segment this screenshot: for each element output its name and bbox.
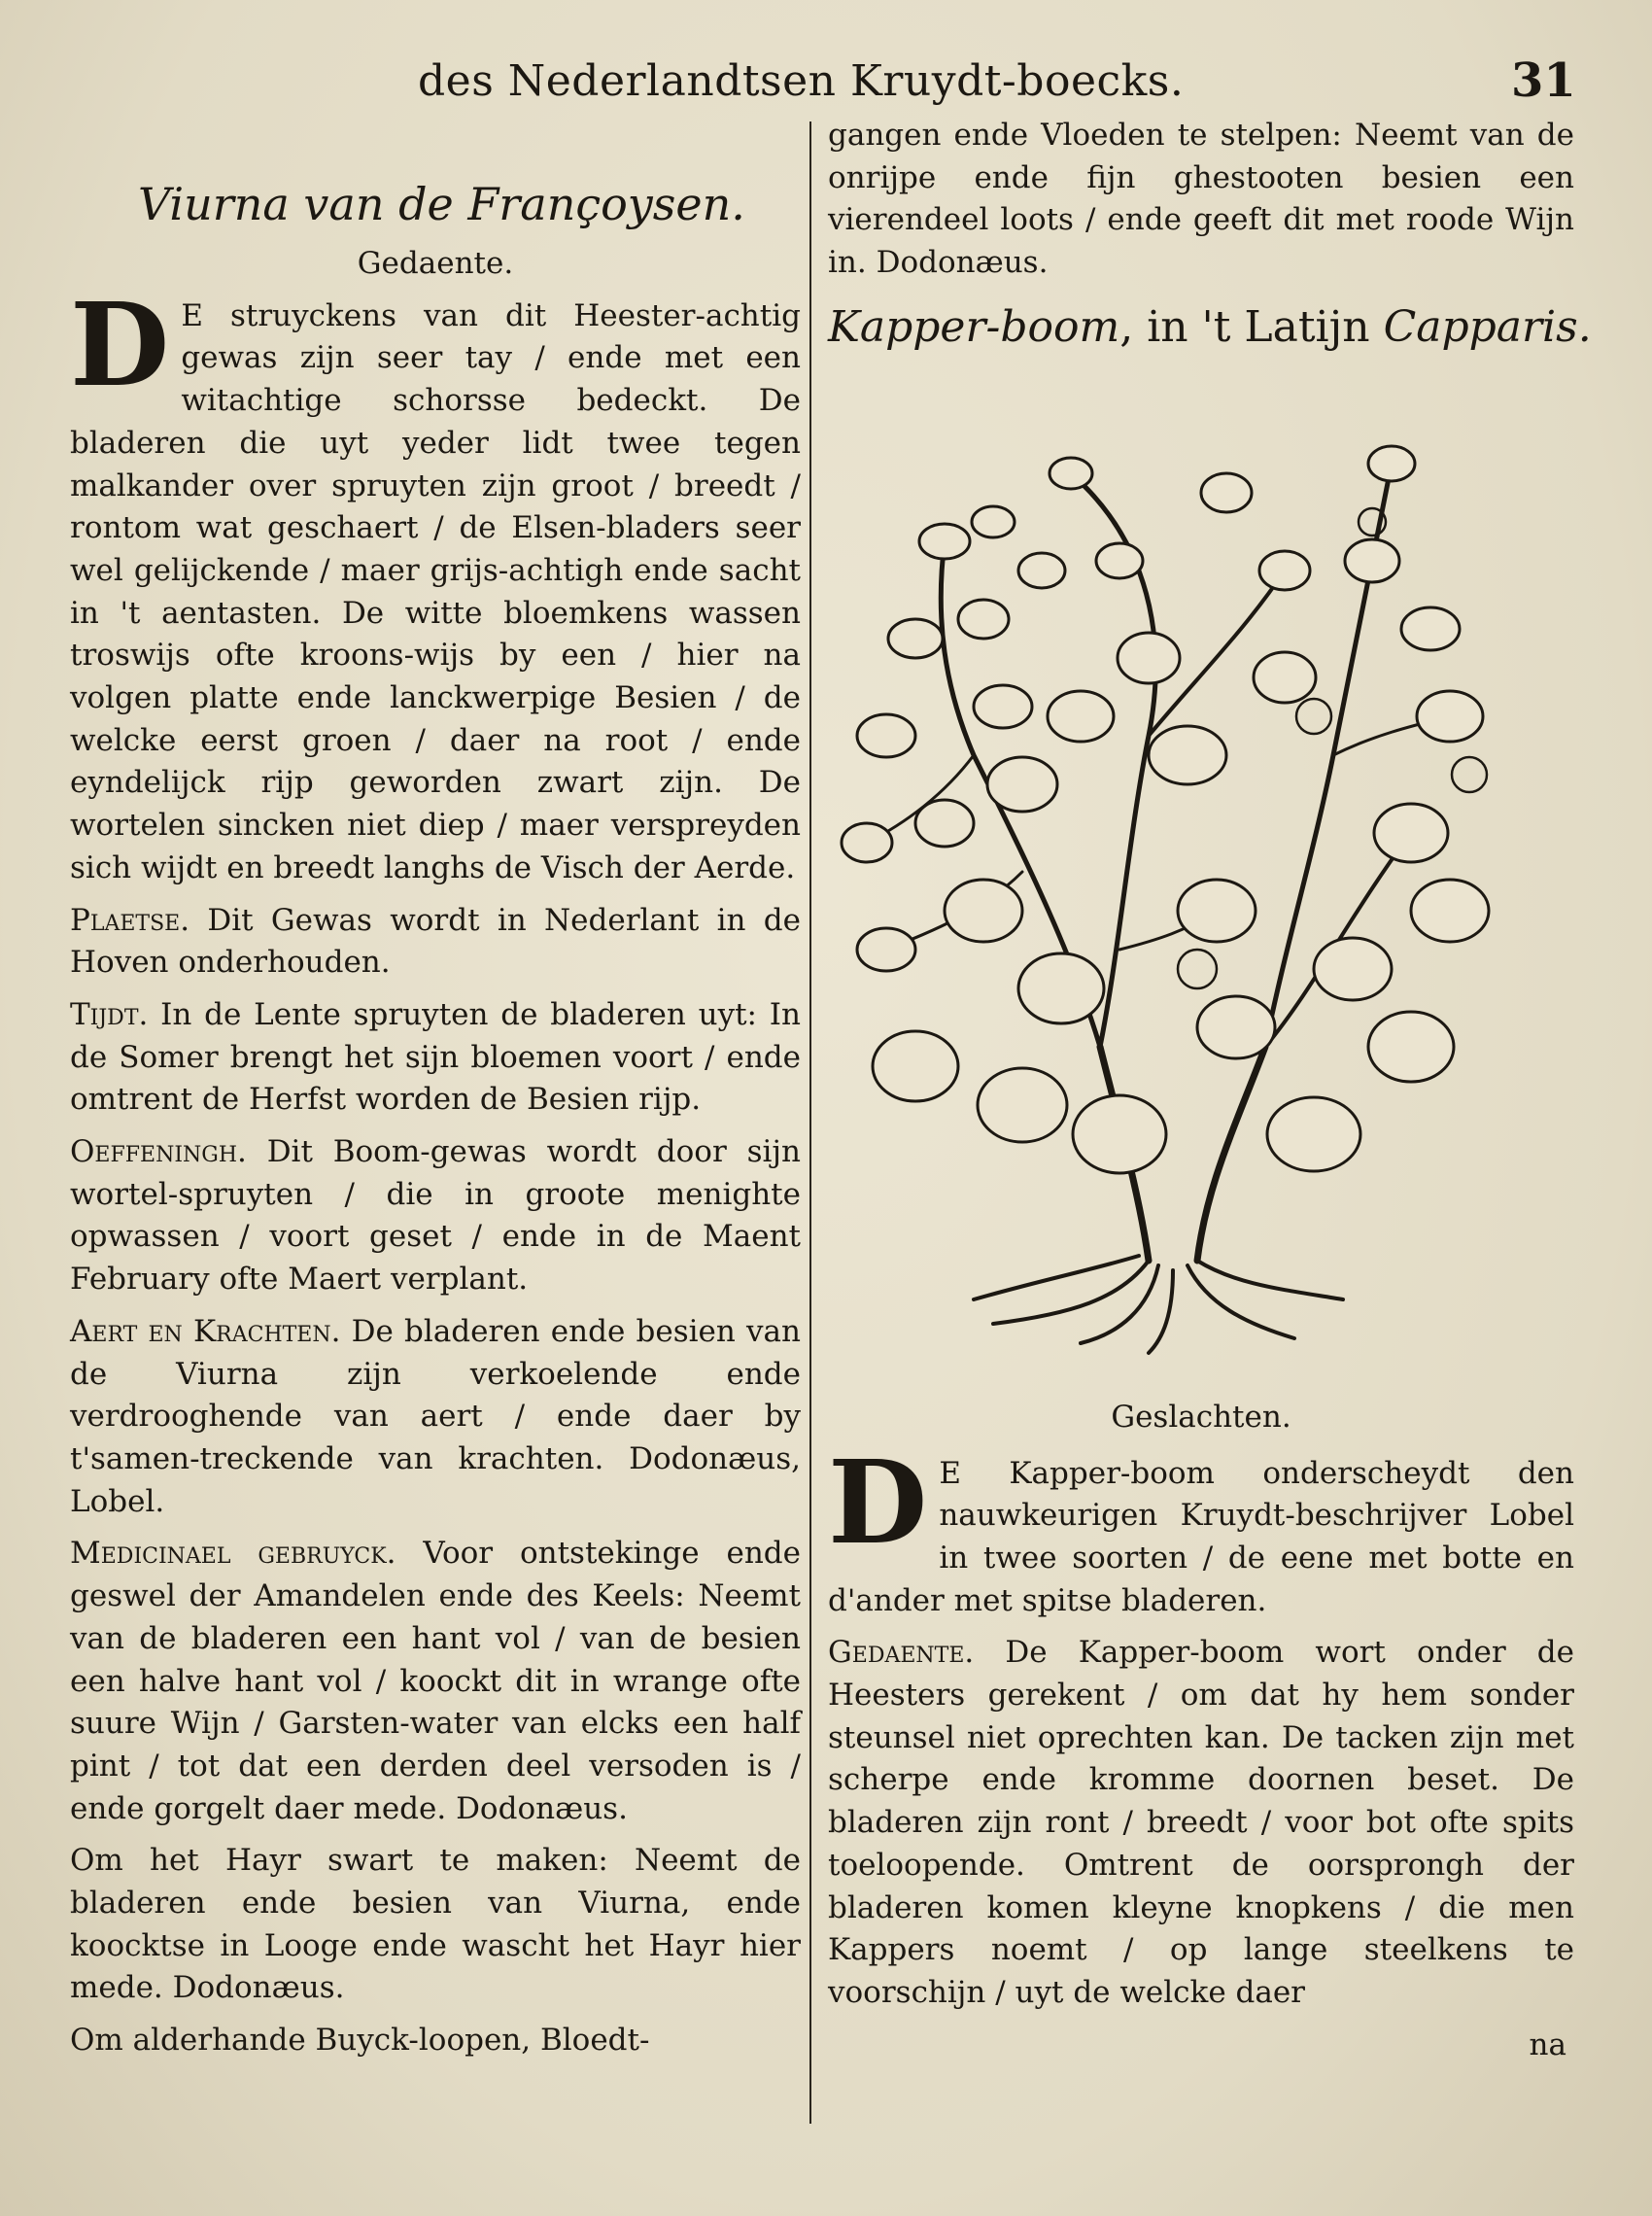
paragraph-medicinael [70,1533,801,1830]
paragraph-lead: Medicinael gebruyck. [70,1536,396,1572]
paragraph-text: Dit Gewas wordt in Nederlant in de Hoven onderhouden. [70,902,801,981]
paragraph-buyck: Om alderhande Buyck-loopen, Bloedt- [70,2023,650,2059]
paragraph-oeffeningh [70,1131,801,1301]
paragraph-continued: gangen ende Vloeden te stelpen: Neemt van de onrijpe ende fijn ghestooten besien een vierendeel loots / ende geeft dit met roode Wijn in. Dodonæus. [828,118,1574,281]
section-heading-kapper [828,298,1592,357]
drop-cap: D [70,276,170,412]
running-title: des Nederlandtsen Kruydt-boecks. [418,56,1185,106]
paragraph-text: E Kapper-boom onderscheydt den nauwkeurigen Kruydt-beschrijver Lobel in twee soorten / de eene met botte en d'ander met spitse bladeren. [828,1455,1574,1618]
right-column [828,115,1592,2066]
paragraph-lead: Tijdt. [70,996,149,1032]
heading-part: Capparis. [1383,301,1592,352]
paragraph-text: In de Lente spruyten de bladeren uyt: In de Somer brengt het sijn bloemen voort / ende omtrent de Herfst worden de Besien rijp. [70,996,801,1118]
paragraph-description [70,276,801,890]
heading-part: Kapper-boom [828,301,1120,352]
paragraph-geslachten [828,1434,1574,1623]
plant-illustration [828,366,1574,1397]
column-divider [809,121,811,2124]
paragraph-text: Dit Boom-gewas wordt door sijn wortel-spruyten / die in groote menighte opwassen / voort geset / ende in de Maent February ofte Maert verplant. [70,1134,801,1298]
subheading-geslachten: Geslachten. [1111,1399,1291,1435]
page-number: 31 [1511,53,1576,108]
paragraph-lead: Oeffeningh. [70,1134,247,1170]
paragraph-hayr: Om het Hayr swart te maken: Neemt de bladeren ende besien van Viurna, ende koocktse in Looge ende wascht het Hayr hier mede. Dodonæus. [70,1843,801,2006]
paragraph-gedaente-kapper [828,1632,1574,2014]
paragraph-text: De bladeren ende besien van de Viurna zijn verkoelende ende verdrooghende van aert / ende daer by t'samen-treckende van krachten. Dodonæus, Lobel. [70,1313,801,1519]
left-column [70,115,801,2072]
paragraph-aert [70,1311,801,1524]
catchword: na [1529,2026,1566,2062]
paragraph-tijdt [70,994,801,1122]
subheading-gedaente: Gedaente. [357,246,514,281]
drop-cap: D [828,1434,928,1570]
paragraph-lead: Plaetse. [70,902,190,938]
paragraph-lead: Aert en Krachten. [70,1313,341,1349]
paragraph-lead: Gedaente. [828,1635,975,1671]
paragraph-text: Voor ontstekinge ende geswel der Amandelen ende des Keels: Neemt van de bladeren een hant vol / van de besien een halve hant vol / koockt dit in wrange ofte suure Wijn / Garsten-water van elcks een half pint / tot dat een derden deel versoden is / ende gorgelt daer mede. Dodonæus. [70,1536,802,1826]
paragraph-text: E struyckens van dit Heester-achtig gewas zijn seer tay / ende met een witachtige schorsse bedeckt. De bladeren die uyt yeder lidt twee tegen malkander over spruyten zijn groot / breedt / rontom wat geschaert / de Elsen-bladers seer wel gelijckende / maer grijs-achtigh ende sacht in 't aentasten. De witte bloemkens wassen troswijs ofte kroons-wijs by een / hier na volgen platte ende lanckwerpige Besien / de welcke eerst groen / daer na root / ende eyndelijck rijp geworden zwart zijn. De wortelen sincken niet diep / maer verspreyden sich wijdt en breedt langhs de Visch der Aerde. [70,297,801,885]
paragraph-plaetse [70,900,801,985]
paragraph-text: De Kapper-boom wort onder de Heesters gerekent / om dat hy hem sonder steunsel niet oprechten kan. De tacken zijn met scherpe ende kromme doornen beset. De bladeren zijn ront / breedt / voor bot ofte spits toeloopende. Omtrent de oorsprongh der bladeren komen kleyne knopkens / die men Kappers noemt / op lange steelkens te voorschijn / uyt de welcke daer [828,1635,1574,2010]
capparis-woodcut [828,366,1574,1397]
section-heading-viurna: Viurna van de Françoysen. [138,178,745,230]
heading-part: , in 't Latijn [1119,301,1384,352]
